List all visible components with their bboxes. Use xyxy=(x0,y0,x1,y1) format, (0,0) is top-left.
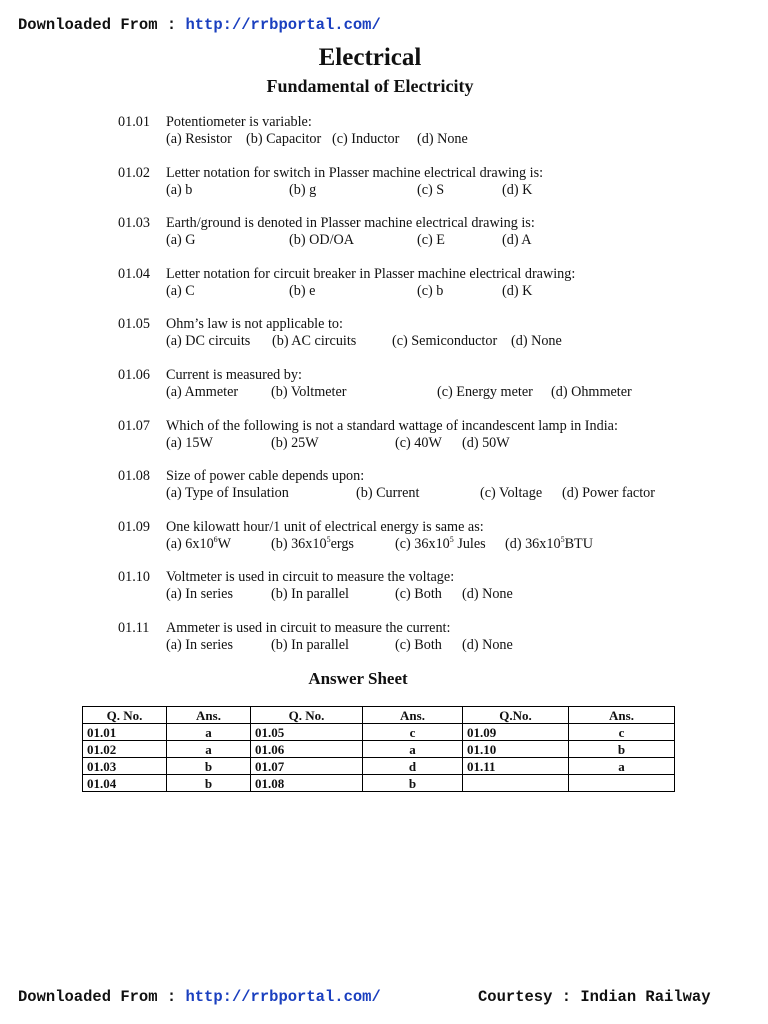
answer-option: (c) S xyxy=(417,181,445,198)
answer-option: (c) Inductor xyxy=(332,131,400,147)
question-number-cell: 01.08 xyxy=(251,775,363,792)
answer-cell: a xyxy=(167,724,251,741)
page-title: Electrical xyxy=(318,44,422,71)
answer-sheet-table xyxy=(82,706,675,792)
question-number-cell xyxy=(463,775,569,792)
question-number: 01.11 xyxy=(118,620,150,636)
question-number: 01.07 xyxy=(118,417,150,434)
answer-cell xyxy=(569,775,675,792)
answer-option: (b) In parallel xyxy=(271,586,349,603)
answer-option xyxy=(505,536,593,553)
answer-option: (c) b xyxy=(417,282,444,299)
question-text: One kilowatt hour/1 unit of electrical energy is same as: xyxy=(166,518,484,535)
answer-option: (b) 25W xyxy=(271,434,319,451)
option-base: (a) 6x10 xyxy=(166,535,214,552)
answer-option xyxy=(271,536,354,553)
question-number-cell: 01.03 xyxy=(83,758,167,775)
table-row xyxy=(83,758,675,775)
answer-option: (b) e xyxy=(289,282,316,299)
answer-option: (c) Voltage xyxy=(480,485,543,502)
answer-cell: a xyxy=(569,758,675,775)
answer-option: (a) Resistor xyxy=(166,131,232,147)
question-item xyxy=(0,316,768,352)
option-base: (d) 36x10 xyxy=(505,535,561,552)
question-number-cell: 01.11 xyxy=(463,758,569,775)
answer-option: (a) G xyxy=(166,232,196,249)
answer-option: (b) OD/OA xyxy=(289,232,355,249)
question-number-cell: 01.04 xyxy=(83,775,167,792)
option-exponent: 6 xyxy=(213,534,218,544)
question-text: Potentiometer is variable: xyxy=(166,114,312,130)
answer-cell: b xyxy=(167,758,251,775)
answer-option: (a) C xyxy=(166,282,195,299)
question-number-cell: 01.07 xyxy=(251,758,363,775)
question-number-cell: 01.09 xyxy=(463,724,569,741)
answer-option: (b) AC circuits xyxy=(272,333,357,350)
question-number-cell: 01.01 xyxy=(83,724,167,741)
question-text: Which of the following is not a standard wattage of incandescent lamp in India: xyxy=(166,417,618,434)
answer-option: (b) Current xyxy=(356,485,420,502)
answer-option: (a) Type of Insulation xyxy=(166,485,289,502)
question-number: 01.02 xyxy=(118,164,150,181)
question-number-cell: 01.10 xyxy=(463,741,569,758)
answer-header-cell: Q. No. xyxy=(83,707,167,724)
answer-option: (a) In series xyxy=(166,637,233,653)
question-item xyxy=(0,620,768,656)
answer-option: (d) None xyxy=(417,131,468,147)
option-exponent: 5 xyxy=(449,534,454,544)
question-item xyxy=(0,418,768,454)
answer-option: (d) 50W xyxy=(462,434,510,451)
answer-option: (c) Both xyxy=(395,637,442,653)
answer-header-cell: Ans. xyxy=(569,707,675,724)
answer-option: (b) g xyxy=(289,181,317,198)
answer-option: (d) None xyxy=(462,586,513,603)
answer-cell: b xyxy=(569,741,675,758)
answer-option: (b) Capacitor xyxy=(246,131,322,147)
question-text: Ohm’s law is not applicable to: xyxy=(166,316,343,333)
option-base: (b) 36x10 xyxy=(271,535,327,552)
question-item xyxy=(0,468,768,504)
page-subtitle: Fundamental of Electricity xyxy=(266,76,474,96)
answer-option: (c) E xyxy=(417,232,445,249)
option-unit: BTU xyxy=(564,535,593,552)
question-item xyxy=(0,519,768,555)
header-prefix: Downloaded From : xyxy=(18,16,186,34)
question-text: Ammeter is used in circuit to measure the current: xyxy=(166,620,451,636)
question-item xyxy=(0,367,768,403)
answer-sheet-title: Answer Sheet xyxy=(308,669,408,688)
answer-option xyxy=(395,536,486,553)
option-unit: Jules xyxy=(453,535,486,552)
question-text: Earth/ground is denoted in Plasser machine electrical drawing is: xyxy=(166,215,535,232)
download-header xyxy=(18,16,381,34)
question-number-cell: 01.06 xyxy=(251,741,363,758)
answer-option: (c) Energy meter xyxy=(437,384,533,400)
question-number: 01.01 xyxy=(118,114,150,130)
question-text: Size of power cable depends upon: xyxy=(166,468,365,485)
courtesy-note: Courtesy : Indian Railway xyxy=(478,988,711,1006)
answer-option: (d) K xyxy=(502,181,533,198)
question-number: 01.06 xyxy=(118,367,150,383)
option-unit: W xyxy=(217,535,232,552)
answer-cell: b xyxy=(363,775,463,792)
answer-option: (a) In series xyxy=(166,586,233,603)
answer-option: (c) Semiconductor xyxy=(392,333,498,350)
question-number: 01.10 xyxy=(118,569,150,586)
answer-option: (d) K xyxy=(502,282,533,299)
answer-cell: c xyxy=(569,724,675,741)
question-number-cell: 01.05 xyxy=(251,724,363,741)
question-text: Letter notation for circuit breaker in Plasser machine electrical drawing: xyxy=(166,265,576,282)
answer-option: (a) Ammeter xyxy=(166,384,239,400)
answer-option: (a) DC circuits xyxy=(166,333,251,350)
answer-cell: d xyxy=(363,758,463,775)
question-number: 01.05 xyxy=(118,316,150,333)
question-text: Letter notation for switch in Plasser machine electrical drawing is: xyxy=(166,164,544,181)
question-item xyxy=(0,165,768,201)
question-item xyxy=(0,215,768,251)
question-text: Current is measured by: xyxy=(166,367,302,383)
option-base: (c) 36x10 xyxy=(395,535,450,552)
footer-prefix: Downloaded From : xyxy=(18,988,186,1006)
question-number: 01.09 xyxy=(118,518,150,535)
table-row xyxy=(83,741,675,758)
answer-cell: c xyxy=(363,724,463,741)
header-url-link[interactable]: http://rrbportal.com/ xyxy=(185,16,381,34)
question-number: 01.04 xyxy=(118,265,150,282)
answer-option: (b) Voltmeter xyxy=(271,384,347,400)
answer-option: (c) 40W xyxy=(395,434,442,451)
answer-option: (a) 15W xyxy=(166,434,213,451)
answer-option xyxy=(166,536,231,553)
table-row xyxy=(83,724,675,741)
answer-option: (d) None xyxy=(462,637,513,653)
answer-header-cell: Ans. xyxy=(363,707,463,724)
answer-header-cell: Q.No. xyxy=(463,707,569,724)
answer-option: (d) Power factor xyxy=(562,485,655,502)
answer-option: (c) Both xyxy=(395,586,442,603)
question-item xyxy=(0,569,768,605)
option-unit: ergs xyxy=(330,535,354,552)
question-item xyxy=(0,114,768,150)
question-number: 01.03 xyxy=(118,215,150,232)
answer-option: (d) Ohmmeter xyxy=(551,384,632,400)
table-row xyxy=(83,775,675,792)
question-item xyxy=(0,266,768,302)
answer-header-cell: Ans. xyxy=(167,707,251,724)
answer-option: (d) A xyxy=(502,232,532,249)
answer-cell: b xyxy=(167,775,251,792)
answer-cell: a xyxy=(167,741,251,758)
option-exponent: 5 xyxy=(326,534,331,544)
footer-url-link[interactable]: http://rrbportal.com/ xyxy=(185,988,381,1006)
answer-cell: a xyxy=(363,741,463,758)
question-number: 01.08 xyxy=(118,468,150,485)
download-footer xyxy=(18,988,381,1006)
answer-header-cell: Q. No. xyxy=(251,707,363,724)
answer-option: (a) b xyxy=(166,181,193,198)
question-number-cell: 01.02 xyxy=(83,741,167,758)
option-exponent: 5 xyxy=(560,534,565,544)
question-text: Voltmeter is used in circuit to measure the voltage: xyxy=(166,569,455,586)
answer-option: (d) None xyxy=(511,333,562,350)
answer-option: (b) In parallel xyxy=(271,637,349,653)
answer-header-row xyxy=(83,707,675,724)
